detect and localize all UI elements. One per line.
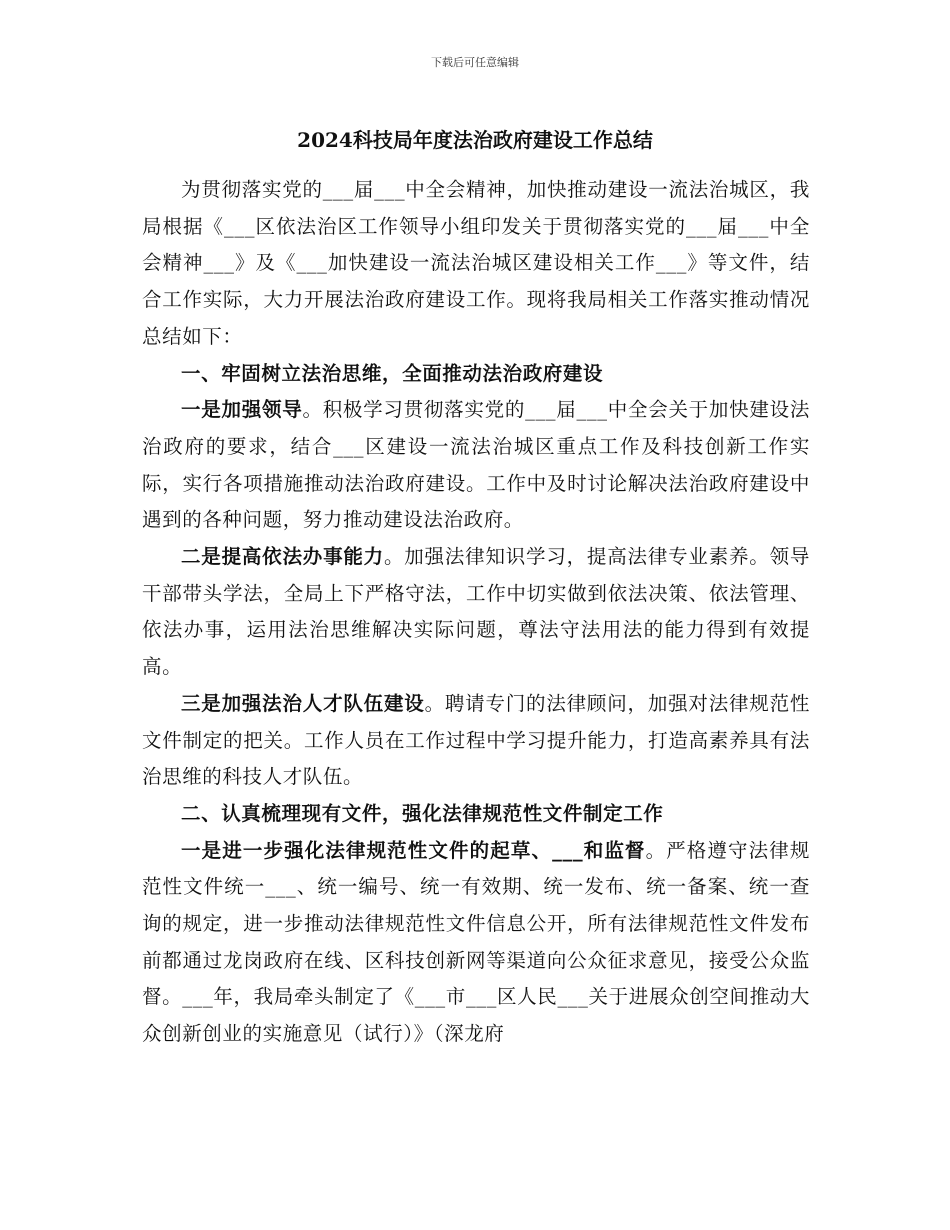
paragraph-lead: 二是提高依法办事能力 [181, 545, 384, 569]
paragraph-1-1: 一是加强领导。积极学习贯彻落实党的___届___中全会关于加快建设法治政府的要求，结合___区建设一流法治城区重点工作及科技创新工作实际，实行各项措施推动法治政府建设。工作中及时讨论解决法治政府建设中遇到的各种问题，努力推动建设法治政府。 [142, 398, 810, 532]
section-heading-2: 二、认真梳理现有文件，强化法律规范性文件制定工作 [181, 801, 664, 825]
document-body [142, 172, 810, 1053]
paragraph-2-1: 一是进一步强化法律规范性文件的起草、___和监督。严格遵守法律规范性文件统一___、统一编号、统一有效期、统一发布、统一备案、统一查询的规定，进一步推动法律规范性文件信息公开，所有法律规范性文件发布前都通过龙岗政府在线、区科技创新网等渠道向公众征求意见，接受公众监督。___年，我局牵头制定了《___市___区人民___关于进展众创空间推动大众创新创业的实施意见（试行）》（深龙府 [142, 838, 810, 1046]
header-note: 下载后可任意编辑 [431, 56, 519, 69]
document-title: 2024科技局年度法治政府建设工作总结 [297, 128, 653, 152]
paragraph-lead: 一是进一步强化法律规范性文件的起草、___和监督 [181, 838, 646, 862]
paragraph-lead: 一是加强领导 [181, 398, 303, 422]
paragraph-1-3: 三是加强法治人才队伍建设。聘请专门的法律顾问，加强对法律规范性文件制定的把关。工作人员在工作过程中学习提升能力，打造高素养具有法治思维的科技人才队伍。 [142, 691, 810, 789]
section-heading-1: 一、牢固树立法治思维，全面推动法治政府建设 [181, 361, 604, 385]
intro-paragraph: 为贯彻落实党的___届___中全会精神，加快推动建设一流法治城区，我局根据《___区依法治区工作领导小组印发关于贯彻落实党的___届___中全会精神___》及《___加快建设一流法治城区建设相关工作___》等文件，结合工作实际，大力开展法治政府建设工作。现将我局相关工作落实推动情况总结如下： [142, 178, 810, 348]
paragraph-lead: 三是加强法治人才队伍建设 [181, 691, 425, 715]
paragraph-1-2: 二是提高依法办事能力。加强法律知识学习，提高法律专业素养。领导干部带头学法，全局上下严格守法，工作中切实做到依法决策、依法管理、依法办事，运用法治思维解决实际问题，尊法守法用法的能力得到有效提高。 [142, 545, 810, 679]
